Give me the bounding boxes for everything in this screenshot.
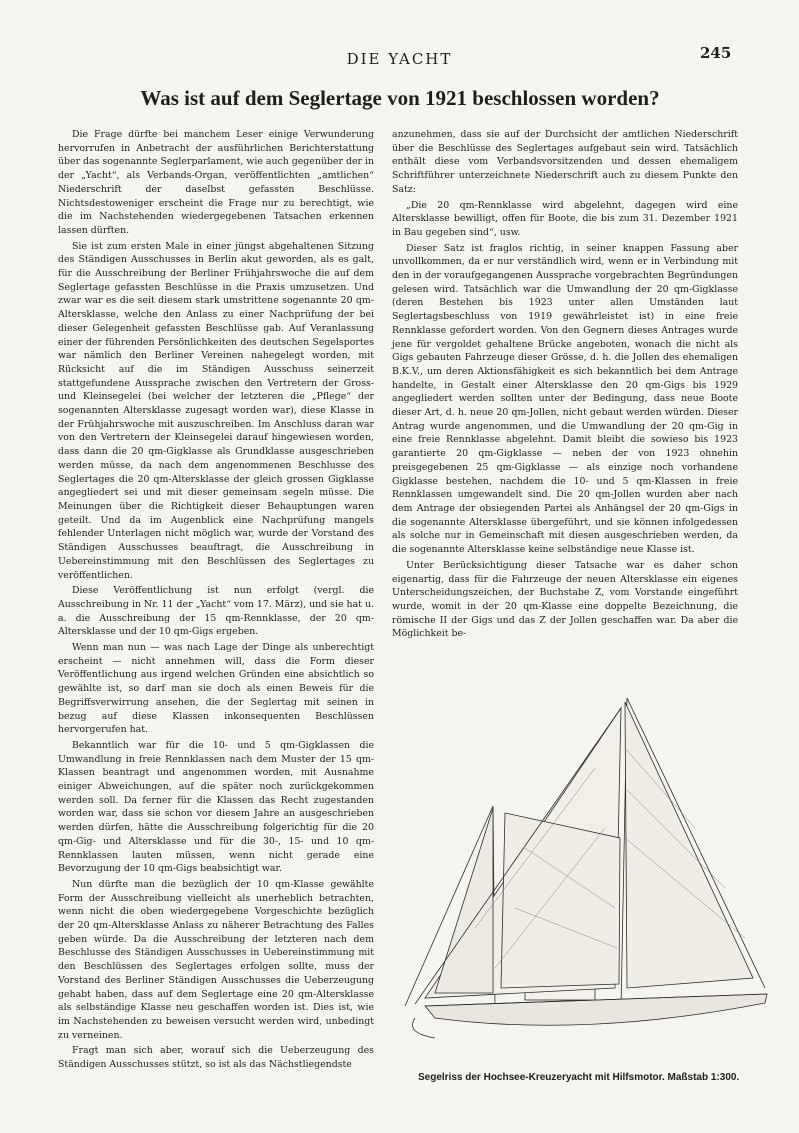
- quote-paragraph: „Die 20 qm-Rennklasse wird abgelehnt, dagegen wird eine Altersklasse bewilligt, offen für Boote, die bis zum 31. Dezember 1921 in Bau gegeben sind“, usw.: [392, 199, 738, 238]
- left-column: [58, 128, 374, 1074]
- paragraph: Sie ist zum ersten Male in einer jüngst abgehaltenen Sitzung des Ständigen Ausschusses in Berlin akut geworden, als es galt, für die Ausschreibung der Berliner Frühjahrswoche die auf dem Seglertage gefassten Beschlüsse in die Praxis umzusetzen. Und zwar war es die seit diesem stark umstrittene sogenannte 20 qm-Altersklasse, welche den Anlass zu einer Nachprüfung der bei dieser Gelegenheit gefassten Beschlüsse gab. Auf Veranlassung einer der führenden Persönlichkeiten des deutschen Segelsportes war nämlich den Berliner Vereinen nahegelegt worden, mit Rücksicht auf die im Ständigen Ausschuss seinerzeit stattgefundene Aussprache zwischen den Vertretern der Gross- und Kleinsegelei (bei welcher der letzteren die „Pflege“ der sogenannten Altersklasse zugesagt worden war), diese Klasse in der Frühjahrswoche mit auszuschreiben. Im Anschluss daran war von den Vertretern der Kleinsegelei darauf hingewiesen worden, dass dann die 20 qm-Gigklasse als Grundklasse ausgeschrieben werden müsse, da nach dem angenommenen Beschlusse des Seglertages die 20 qm-Altersklasse der gleich grossen Gigklasse angegliedert sei und mit dieser gemeinsam segeln müsse. Die Meinungen über die Richtigkeit dieser Behauptungen waren geteilt. Und da im Augenblick eine Nachprüfung mangels fehlender Unterlagen nicht möglich war, wurde der Vorstand des Ständigen Ausschusses beauftragt, die Ausschreibung in Uebereinstimmung mit den Beschlüssen des Seglertages zu veröffentlichen.: [58, 240, 374, 581]
- running-header-title: DIE YACHT: [346, 50, 453, 68]
- figure-caption: Segelriss der Hochsee-Kreuzeryacht mit Hilfsmotor. Maßstab 1:300.: [418, 1072, 740, 1083]
- paragraph: Unter Berücksichtigung dieser Tatsache war es daher schon eigenartig, dass für die Fahrzeuge der neuen Altersklasse ein eigenes Unterscheidungszeichen, der Buchstabe Z, vom Vorstande eingeführt wurde, womit in der 20 qm-Klasse eine doppelte Bezeichnung, die römische II der Gigs und das Z der Jollen geschaffen war. Da aber die Möglichkeit be-: [392, 559, 738, 640]
- right-column: [392, 128, 738, 643]
- yacht-drawing: [395, 688, 780, 1068]
- paragraph: anzunehmen, dass sie auf der Durchsicht der amtlichen Niederschrift über die Beschlüsse des Seglertages aufgebaut sein wird. Tatsächlich enthält diese vom Verbandsvorsitzenden und dessen ehemaligem Schriftführer unterzeichnete Niederschrift auch zu diesem Punkte den Satz:: [392, 129, 738, 195]
- paragraph: Nun dürfte man die bezüglich der 10 qm-Klasse gewählte Form der Ausschreibung vielleicht als unerheblich betrachten, wenn nicht die oben wiedergegebene Vorgeschichte bezüglich der 20 qm-Altersklasse Anlass zu näherer Betrachtung des Falles geben würde. Da die Ausschreibung der letzteren nach dem Beschlusse des Ständigen Ausschusses in Uebereinstimmung mit den Beschlüssen des Seglertages erfolgen sollte, muss der Vorstand des Berliner Ständigen Ausschusses die Ueberzeugung gehabt haben, dass auf dem Seglertage eine 20 qm-Altersklasse als selbständige Klasse neu geschaffen worden ist. Dies ist, wie im Nachstehenden zu beweisen versucht werden wird, unbedingt zu verneinen.: [58, 878, 374, 1041]
- paragraph: Bekanntlich war für die 10- und 5 qm-Gigklassen die Umwandlung in freie Rennklassen nach dem Muster der 15 qm-Klassen beantragt und angenommen worden, mit Ausnahme einiger Abweichungen, auf die später noch zurückgekommen werden soll. Da ferner für die Klassen das Recht zugestanden worden war, dass sie schon vor diesem Jahre an ausgeschrieben werden dürfen, hätte die Ausschreibung folgerichtig für die 20 qm-Gig- und Altersklasse und für die 30-, 15- und 10 qm-Rennklassen lauten müssen, wenn nicht gerade eine Bevorzugung der 10 qm-Gigs beabsichtigt war.: [58, 739, 374, 875]
- yacht-sail-plan-illustration: [395, 688, 780, 1068]
- paragraph: Diese Veröffentlichung ist nun erfolgt (vergl. die Ausschreibung in Nr. 11 der „Yacht“ vom 17. März), und sie hat u. a. die Ausschreibung der 15 qm-Rennklasse, der 20 qm-Altersklasse und der 10 qm-Gigs ergeben.: [58, 585, 374, 638]
- paragraph: Fragt man sich aber, worauf sich die Ueberzeugung des Ständigen Ausschusses stützt, so ist als das Nächstliegendste: [58, 1045, 374, 1071]
- paragraph: Wenn man nun — was nach Lage der Dinge als unberechtigt erscheint — nicht annehmen will, dass die Form dieser Veröffentlichung aus irgend welchen Gründen eine absichtlich so gewählte ist, so darf man sie doch als einen Beweis für die Begriffsverwirrung ansehen, die der Seglertag mit seinen in bezug auf diese Klassen inkonsequenten Beschlüssen hervorgerufen hat.: [58, 642, 374, 736]
- paragraph: Die Frage dürfte bei manchem Leser einige Verwunderung hervorrufen in Anbetracht der ausführlichen Berichterstattung über das sogenannte Seglerparlament, wie auch gegenüber der in der „Yacht“, als Verbands-Organ, veröffentlichten „amtlichen“ Niederschrift der daselbst gefassten Beschlüsse. Nichtsdestoweniger erscheint die Frage nur zu berechtigt, wie die im Nachstehenden wiedergegebenen Tatsachen erkennen lassen dürften.: [58, 129, 374, 236]
- page-number: 245: [700, 44, 732, 62]
- article-title: Was ist auf dem Seglertage von 1921 beschlossen worden?: [140, 86, 660, 110]
- paragraph: Dieser Satz ist fraglos richtig, in seiner knappen Fassung aber unvollkommen, da er nur verständlich wird, wenn er in Verbindung mit den in der voraufgegangenen Aussprache vorgebrachten Begründungen gelesen wird. Tatsächlich war die Umwandlung der 20 qm-Gigklasse (deren Bestehen bis 1923 unter allen Umständen laut Seglertagsbeschluss von 1919 gewährleistet ist) in eine freie Rennklasse gefordert worden. Von den Gegnern dieses Antrages wurde jene für vergoldet gehaltene Brücke angeboten, wonach die nicht als Gigs gebauten Fahrzeuge dieser Grösse, d. h. die Jollen des ehemaligen B.K.V., um deren Aktionsfähigkeit es sich bekanntlich bei dem Antrage handelte, in Gestalt einer Altersklasse den 20 qm-Gigs bis 1929 angegliedert werden sollten unter der Bedingung, dass neue Boote dieser Art, d. h. neue 20 qm-Jollen, nicht gebaut werden würden. Dieser Antrag wurde angenommen, und die Umwandlung der 20 qm-Gig in eine freie Rennklasse abgelehnt. Damit bleibt die sowieso bis 1923 garantierte 20 qm-Gigklasse — neben der von 1923 ohnehin preisgegebenen 25 qm-Gigklasse — als einzige noch vorhandene Gigklasse bestehen, nachdem die 10- und 5 qm-Klassen in freie Rennklassen umgewandelt sind. Die 20 qm-Jollen wurden aber nach dem Antrage der obsiegenden Partei als Anhängsel der 20 qm-Gigs in die sogenannte Altersklasse übergeführt, und sie können infolgedessen als solche nur in Gemeinschaft mit diesen ausgeschrieben werden, da die sogenannte Altersklasse keine selbständige neue Klasse ist.: [392, 242, 738, 556]
